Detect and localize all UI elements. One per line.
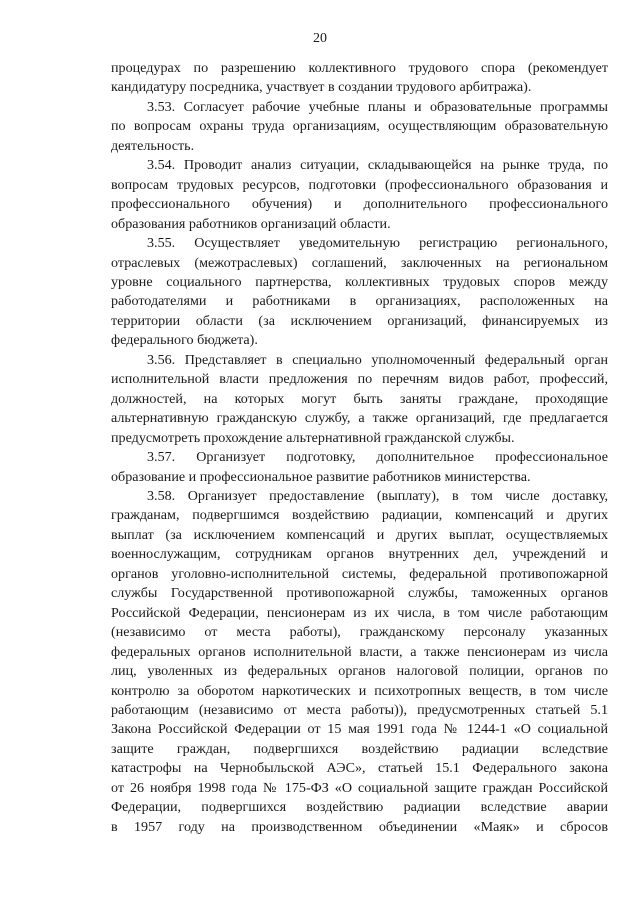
- text-line: службы Государственной противопожарной службы, таможенных органов: [111, 585, 608, 602]
- paragraph-3-54: [111, 156, 608, 234]
- text-line: процедурах по разрешению коллективного трудового спора (рекомендует: [111, 60, 608, 76]
- text-line: федеральных органов исполнительной власти, а также пенсионерам из числа: [111, 643, 608, 660]
- text-line: 3.57. Организует подготовку, дополнительное профессиональное: [147, 449, 608, 466]
- paragraph-3-57: [111, 448, 608, 487]
- text-line: отраслевых (межотраслевых) соглашений, заключенных на региональном: [111, 254, 608, 271]
- text-line: федерального бюджета).: [111, 332, 258, 349]
- text-line: вопросам трудовых ресурсов, подготовки (профессионального образования и: [111, 176, 608, 193]
- text-line: образование и профессиональное развитие работников министерства.: [111, 468, 531, 485]
- text-line: 3.53. Согласует рабочие учебные планы и образовательные программы: [147, 98, 608, 115]
- text-line: деятельность.: [111, 137, 195, 154]
- text-line: работающим (независимо от места работы)), предусмотренных статьей 5.1: [111, 701, 608, 718]
- text-line: 3.54. Проводит анализ ситуации, складывающейся на рынке труда, по: [147, 157, 608, 174]
- text-line: лиц, уволенных из федеральных органов налоговой полиции, органов по: [111, 663, 608, 680]
- text-line: от 26 ноября 1998 года № 175-ФЗ «О социальной защите граждан Российской: [111, 779, 608, 796]
- document-body: [111, 59, 608, 837]
- text-line: контролю за оборотом наркотических и психотропных веществ, в том числе: [111, 682, 608, 699]
- paragraph-3-56: [111, 351, 608, 448]
- text-line: в 1957 году на производственном объединении «Маяк» и сбросов: [111, 818, 608, 835]
- paragraph-3-58: [111, 487, 608, 837]
- text-line: альтернативную гражданскую службу, а также организаций, где предлагается: [111, 410, 608, 427]
- text-line: 3.58. Организует предоставление (выплату), в том числе доставку,: [147, 487, 608, 504]
- text-line: по вопросам охраны труда организациям, осуществляющим образовательную: [111, 118, 608, 135]
- text-line: работодателями и работниками в организациях, расположенных на: [111, 293, 608, 310]
- paragraph-3-53: [111, 98, 608, 156]
- text-line: Федерации, подвергшихся воздействию радиации вследствие аварии: [111, 799, 608, 816]
- text-line: Закона Российской Федерации от 15 мая 1991 года № 1244-1 «О социальной: [111, 721, 608, 738]
- text-line: катастрофы на Чернобыльской АЭС», статьей 15.1 Федерального закона: [111, 760, 608, 777]
- text-line: гражданам, подвергшимся воздействию радиации, компенсаций и других: [111, 507, 608, 524]
- text-line: профессионального обучения) и дополнительного профессионального: [111, 196, 608, 213]
- paragraph-3-55: [111, 234, 608, 351]
- page-number: 20: [313, 31, 327, 46]
- text-line: военнослужащим, сотрудникам органов внутренних дел, учреждений и: [111, 546, 608, 563]
- text-line: территории области (за исключением организаций, финансируемых из: [111, 312, 608, 329]
- text-line: органов уголовно-исполнительной системы, федеральной противопожарной: [111, 565, 608, 582]
- text-line: уровне социального партнерства, коллективных трудовых споров между: [111, 273, 608, 290]
- text-line: кандидатуру посредника, участвует в создании трудового арбитража).: [111, 79, 532, 96]
- text-line: должностей, на которых могут быть заняты граждане, проходящие: [111, 390, 608, 407]
- text-line: образования работников организаций области.: [111, 215, 391, 232]
- text-line: 3.56. Представляет в специально уполномоченный федеральный орган: [147, 351, 608, 368]
- text-line: Российской Федерации, пенсионерам из их числа, в том числе работающим: [111, 604, 608, 621]
- paragraph-continuation: [111, 59, 608, 98]
- text-line: выплат (за исключением компенсаций и других выплат, осуществляемых: [111, 526, 608, 543]
- text-line: (независимо от места работы), гражданскому персоналу указанных: [111, 624, 608, 641]
- text-line: предусмотреть прохождение альтернативной гражданской службы.: [111, 429, 515, 446]
- text-line: защите граждан, подвергшихся воздействию радиации вследствие: [111, 740, 608, 757]
- text-line: исполнительной власти предложения по перечням видов работ, профессий,: [111, 371, 608, 388]
- text-line: 3.55. Осуществляет уведомительную регистрацию регионального,: [147, 235, 608, 252]
